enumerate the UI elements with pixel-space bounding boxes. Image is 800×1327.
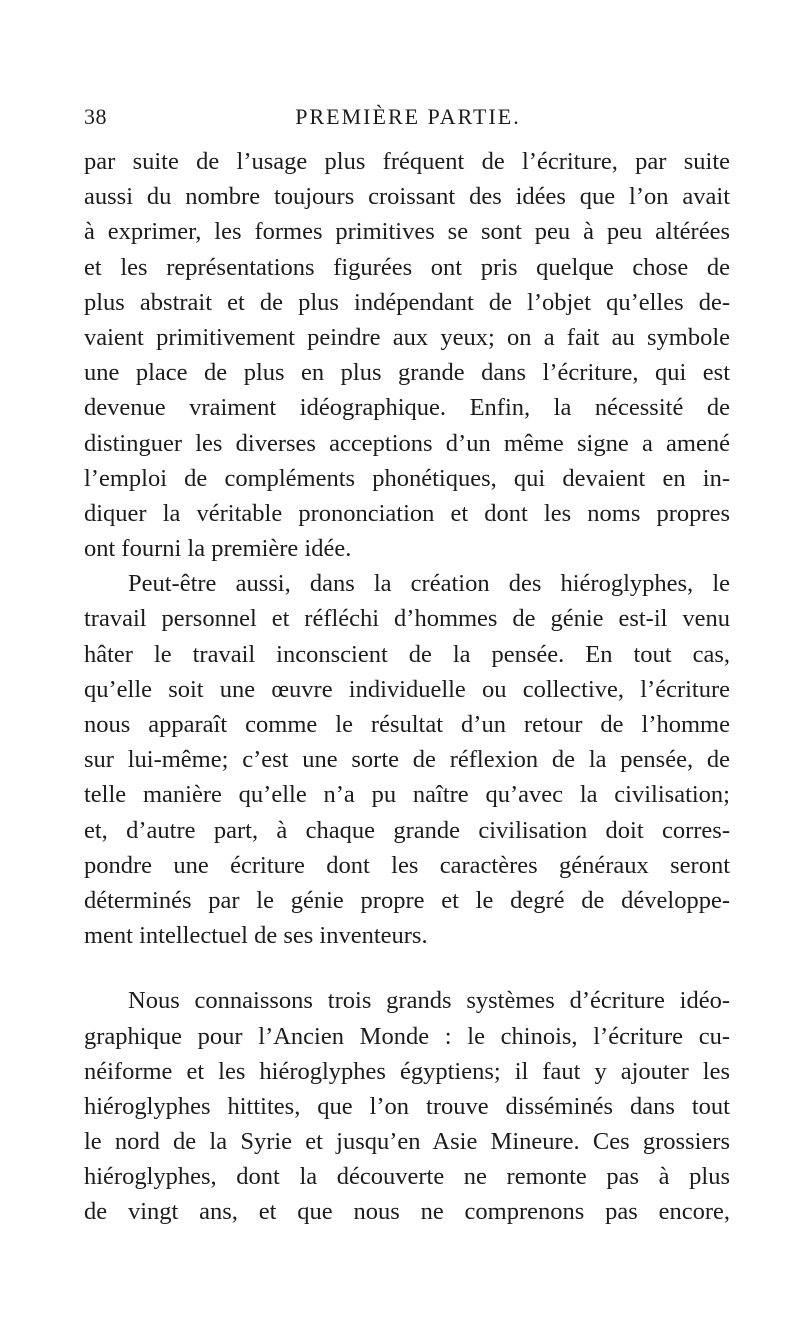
text-line: plus abstrait et de plus indépendant de l’objet qu’elles de- <box>84 288 730 316</box>
body-text <box>84 144 730 1230</box>
text-line: une place de plus en plus grande dans l’écriture, qui est <box>84 359 730 387</box>
text-line: néiforme et les hiéroglyphes égyptiens; il faut y ajouter les <box>84 1057 730 1085</box>
text-line: Peut-être aussi, dans la création des hiéroglyphes, le <box>128 570 730 598</box>
text-line: hiéroglyphes, dont la découverte ne remonte pas à plus <box>84 1163 730 1191</box>
text-line: hiéroglyphes hittites, que l’on trouve disséminés dans tout <box>84 1092 730 1120</box>
text-line: par suite de l’usage plus fréquent de l’écriture, par suite <box>84 148 730 175</box>
text-line: nous apparaît comme le résultat d’un retour de l’homme <box>84 711 730 738</box>
text-line: déterminés par le génie propre et le degré de développe- <box>84 886 730 914</box>
text-line: l’emploi de compléments phonétiques, qui devaient en in- <box>84 464 730 492</box>
paragraph-1 <box>84 144 730 566</box>
paragraph-3 <box>84 983 730 1229</box>
text-line: telle manière qu’elle n’a pu naître qu’avec la civilisation; <box>84 781 730 809</box>
text-line: qu’elle soit une œuvre individuelle ou collective, l’écriture <box>84 675 730 703</box>
page-header <box>84 104 732 134</box>
text-line: diquer la véritable prononciation et dont les noms propres <box>84 499 730 527</box>
paragraph-spacer <box>84 953 730 983</box>
text-line: à exprimer, les formes primitives se sont peu à peu altérées <box>84 218 730 246</box>
running-title: PREMIÈRE PARTIE. <box>295 104 521 129</box>
text-line: de vingt ans, et que nous ne comprenons pas encore, <box>84 1198 730 1226</box>
text-line: ment intellectuel de ses inventeurs. <box>84 922 428 950</box>
text-line: et, d’autre part, à chaque grande civilisation doit corres- <box>84 816 730 844</box>
text-line: aussi du nombre toujours croissant des idées que l’on avait <box>84 183 730 211</box>
text-line: Nous connaissons trois grands systèmes d’écriture idéo- <box>128 987 730 1015</box>
text-line: graphique pour l’Ancien Monde : le chinois, l’écriture cu- <box>84 1022 730 1050</box>
text-line: travail personnel et réfléchi d’hommes de génie est-il venu <box>84 605 730 633</box>
text-line: sur lui-même; c’est une sorte de réflexion de la pensée, de <box>84 746 730 774</box>
text-line: et les représentations figurées ont pris quelque chose de <box>84 253 730 281</box>
text-line: ont fourni la première idée. <box>84 535 352 563</box>
page-number: 38 <box>84 104 107 129</box>
text-line: vaient primitivement peindre aux yeux; on a fait au symbole <box>84 323 730 351</box>
text-line: distinguer les diverses acceptions d’un même signe a amené <box>84 429 730 457</box>
text-line: hâter le travail inconscient de la pensée. En tout cas, <box>84 640 730 668</box>
text-line: devenue vraiment idéographique. Enfin, la nécessité de <box>84 394 730 422</box>
paragraph-2 <box>84 566 730 953</box>
text-line: pondre une écriture dont les caractères généraux seront <box>84 851 730 879</box>
text-line: le nord de la Syrie et jusqu’en Asie Mineure. Ces grossiers <box>84 1128 730 1156</box>
